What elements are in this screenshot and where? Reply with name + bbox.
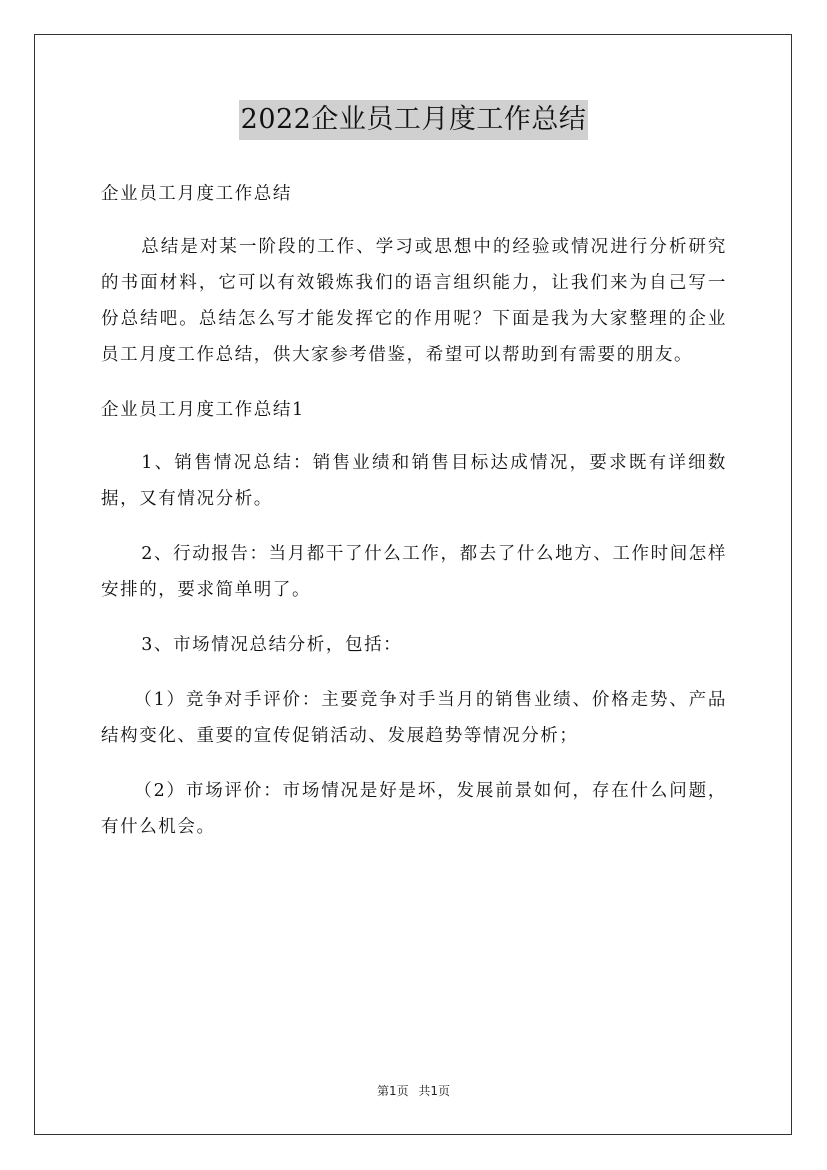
document-title: 2022企业员工月度工作总结	[239, 100, 589, 140]
paragraph-market-review: （2）市场评价：市场情况是好是坏，发展前景如何，存在什么问题，有什么机会。	[101, 781, 727, 837]
paragraph-competitor-review: （1）竞争对手评价：主要竞争对手当月的销售业绩、价格走势、产品结构变化、重要的宣传促销活动、发展趋势等情况分析；	[101, 690, 727, 746]
paragraph-action-report: 2、行动报告：当月都干了什么工作，都去了什么地方、工作时间怎样安排的，要求简单明了。	[101, 544, 727, 600]
document-body	[101, 176, 727, 864]
intro-paragraph: 总结是对某一阶段的工作、学习或思想中的经验或情况进行分析研究的书面材料，它可以有效锻炼我们的语言组织能力，让我们来为自己写一份总结吧。总结怎么写才能发挥它的作用呢？下面是我为大家整理的企业员工月度工作总结，供大家参考借鉴，希望可以帮助到有需要的朋友。	[101, 237, 727, 365]
paragraph-sales-summary: 1、销售情况总结：销售业绩和销售目标达成情况，要求既有详细数据，又有情况分析。	[101, 453, 727, 509]
page-footer	[0, 1083, 827, 1099]
page-number: 第1页	[376, 1084, 409, 1098]
title-container	[0, 100, 827, 140]
page-total: 共1页	[418, 1084, 451, 1098]
section-heading-1: 企业员工月度工作总结1	[101, 400, 305, 420]
section-heading-intro: 企业员工月度工作总结	[101, 184, 292, 204]
paragraph-market-analysis: 3、市场情况总结分析，包括：	[141, 635, 403, 655]
